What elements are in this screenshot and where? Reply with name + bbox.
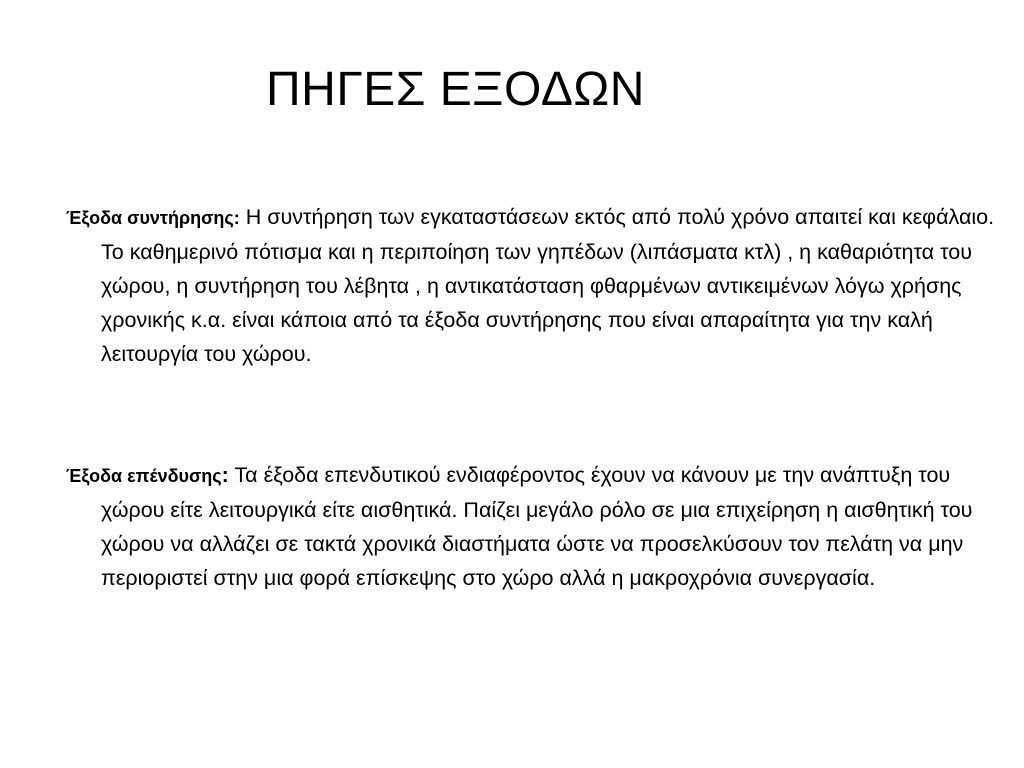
paragraph-maintenance-text: Η συντήρηση των εγκαταστάσεων εκτός από πολύ χρόνο απαιτεί και κεφάλαιο. Το καθημερινό πότισμα και η περιποίηση των γηπέδων (λιπάσματα κτλ) , η καθαριότητα του χώρου, η συντήρηση του λέβητα , η αντικατάσταση φθαρμένων αντικειμένων λόγω χρήσης χρονικής κ.α. είναι κάποια από τα έξοδα συντήρησης που είναι απαραίτητα για την καλή λειτουργία του χώρου. xyxy=(101,205,995,366)
term-investment-costs: Έξοδα επένδυσης xyxy=(66,466,222,486)
paragraph-maintenance-costs xyxy=(66,200,1001,371)
paragraph-investment-costs xyxy=(66,458,1001,595)
paragraph-investment-text: Τα έξοδα επενδυτικού ενδιαφέροντος έχουν να κάνουν με την ανάπτυξη του χώρου είτε λειτουργικά είτε αισθητικά. Παίζει μεγάλο ρόλο σε μια επιχείρηση η αισθητική του χώρου να αλλάζει σε τακτά χρονικά διαστήματα ώστε να προσελκύσουν τον πελάτη να μην περιοριστεί στην μια φορά επίσκεψης στο χώρο αλλά η μακροχρόνια συνεργασία. xyxy=(101,463,973,590)
term-maintenance-costs: Έξοδα συντήρησης: xyxy=(66,208,240,228)
term-investment-colon: : xyxy=(221,463,229,487)
slide-title: ΠΗΓΕΣ ΕΞΟΔΩΝ xyxy=(266,63,645,116)
